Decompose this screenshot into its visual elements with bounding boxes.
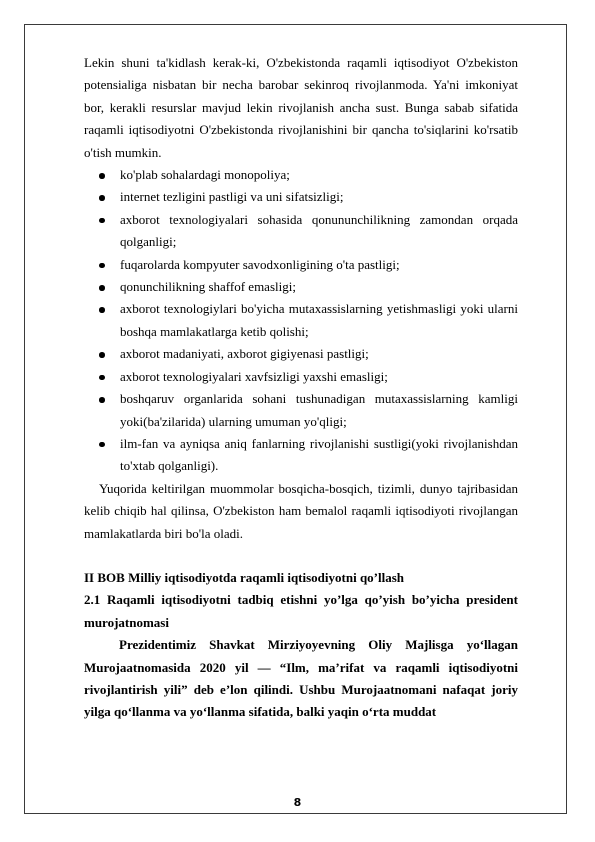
list-item (84, 209, 518, 254)
chapter-heading: II BOB Milliy iqtisodiyotda raqamli iqtisodiyotni qo’llash (84, 569, 405, 585)
bullet-icon (99, 352, 105, 358)
blank-line (84, 545, 518, 567)
list-item (84, 254, 518, 276)
obstacles-list (84, 164, 518, 478)
bullet-icon (99, 173, 105, 179)
bullet-icon (99, 442, 105, 448)
list-item-text: ko'plab sohalardagi monopoliya; (120, 167, 290, 183)
list-item (84, 343, 518, 365)
list-item (84, 276, 518, 298)
intro-paragraph: Lekin shuni ta'kidlash kerak-ki, O'zbekistonda raqamli iqtisodiyot O'zbekiston potensialiga nisbatan bir necha barobar sekinroq rivojlanmoda. Ya'ni imkoniyat bor, kerakli resurslar mavjud lekin rivojlanish ancha sust. Bunga sabab sifatida raqamli iqtisodiyotni O'zbekistonda rivojlanishini bir qancha to'siqlarini ko'rsatib o'tish mumkin. (84, 55, 518, 160)
list-item-text: ilm-fan va ayniqsa aniq fanlarning rivojlanishi sustligi(yoki rivojlanishdan to'xtab qolganligi). (120, 435, 518, 474)
list-item (84, 366, 518, 388)
list-item (84, 433, 518, 478)
list-item-text: fuqarolarda kompyuter savodxonligining o'ta pastligi; (120, 256, 400, 272)
list-item (84, 388, 518, 433)
page-body (84, 52, 518, 724)
list-item-text: boshqaruv organlarida sohani tushunadigan mutaxassislarning kamligi yoki(ba'zilarida) ularning umuman yo'qligi; (120, 391, 518, 429)
section-heading: 2.1 Raqamli iqtisodiyotni tadbiq etishni yo’lga qo’yish bo’yicha president murojatnomasi (84, 592, 518, 630)
list-item (84, 298, 518, 343)
list-item (84, 164, 518, 186)
list-item-text: axborot texnologiyalari xavfsizligi yaxshi emasligi; (120, 368, 388, 384)
list-item-text: axborot texnologiylari bo'yicha mutaxassislarning yetishmasligi yoki ularni boshqa mamlakatlarga ketib qolishi; (120, 301, 518, 339)
bullet-icon (99, 397, 105, 403)
bullet-icon (99, 285, 105, 291)
bullet-icon (99, 263, 105, 269)
list-item-text: axborot texnologiyalari sohasida qonununchilikning zamondan orqada qolganligi; (120, 211, 518, 250)
bullet-icon (99, 218, 105, 224)
address-paragraph: Prezidentimiz Shavkat Mirziyoyevning Oliy Majlisga yo‘llagan Murojaatnomasida 2020 yil — “Ilm, ma’rifat va raqamli iqtisodiyotni rivojlantirish yili” deb e’lon qilindi. Ushbu Murojaatnomani nafaqat joriy yilga qo‘llanma va yo‘llanma sifatida, balki yaqin o‘rta muddat (84, 637, 518, 720)
conclusion-paragraph: Yuqorida keltirilgan muommolar bosqicha-bosqich, tizimli, dunyo tajribasidan kelib chiqib hal qilinsa, O'zbekiston ham bemalol raqamli iqtisodiyoti rivojlangan mamlakatlarda biri bo'la oladi. (84, 480, 518, 541)
page-number: 8 (293, 796, 302, 809)
list-item-text: axborot madaniyati, axborot gigiyenasi pastligi; (120, 346, 369, 362)
list-item (84, 186, 518, 208)
bullet-icon (99, 375, 105, 381)
list-item-text: qonunchilikning shaffof emasligi; (120, 279, 296, 295)
bullet-icon (99, 307, 105, 313)
list-item-text: internet tezligini pastligi va uni sifatsizligi; (120, 189, 344, 205)
bullet-icon (99, 195, 105, 201)
